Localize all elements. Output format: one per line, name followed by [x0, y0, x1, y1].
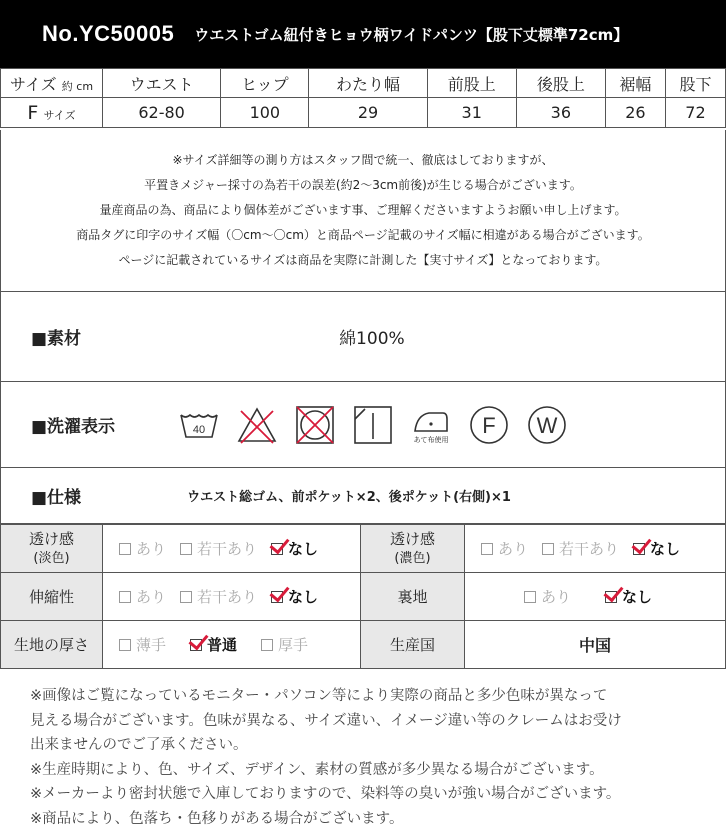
wash-temp: 40: [192, 423, 206, 436]
footer-line: 出来ませんのでご了承ください。: [30, 737, 248, 753]
line-dry-icon: [351, 403, 395, 447]
option-jakkan-ari: 若干あり: [542, 538, 619, 559]
iron-caption: あて布使用: [413, 435, 449, 444]
checkbox: [119, 591, 131, 603]
val-inseam: 72: [665, 98, 725, 128]
note-line: ページに記載されているサイズは商品を実際に計測した【実寸サイズ】となっております。: [118, 253, 608, 267]
transparency-light-options: [103, 525, 361, 573]
material-label: ■素材: [31, 329, 82, 349]
col-inseam: 股下: [665, 69, 725, 98]
care-label: ■洗濯表示: [31, 417, 116, 437]
spec-label: ■仕様: [31, 488, 82, 508]
option-ari: あり: [119, 538, 166, 559]
checkbox: [119, 543, 131, 555]
checkbox: [261, 639, 273, 651]
option-normal: 普通: [190, 634, 237, 655]
product-header: [0, 0, 726, 68]
material-value: 綿100%: [339, 329, 405, 349]
fabric-row-stretch: [1, 573, 726, 621]
origin-label: 生産国: [361, 621, 465, 669]
note-line: 量産商品の為、商品により個体差がございます事、ご理解くださいますようお願い申し上げます。: [99, 203, 627, 217]
dry-clean-letter: F: [482, 412, 496, 438]
option-nashi: なし: [271, 538, 318, 559]
dry-clean-f-icon: [467, 403, 511, 447]
checked-checkbox: [605, 591, 617, 603]
fabric-row-thickness: [1, 621, 726, 669]
val-hem: 26: [605, 98, 665, 128]
no-tumble-dry-icon: [293, 403, 337, 447]
spec-value: ウエスト総ゴム、前ポケット×2、後ポケット(右側)×1: [187, 490, 511, 505]
product-title: ウエストゴム紐付きヒョウ柄ワイドパンツ【股下丈標準72cm】: [194, 25, 629, 44]
size-header-row: [1, 69, 726, 98]
option-nashi: なし: [605, 586, 652, 607]
fabric-row-transparency: [1, 525, 726, 573]
size-table: [0, 68, 726, 128]
spec-row: [0, 468, 726, 524]
origin-value: 中国: [465, 621, 726, 669]
row-label-cell: [1, 98, 103, 128]
transparency-light-label: 透け感 (淡色): [1, 525, 103, 573]
fabric-table: [0, 524, 726, 669]
footer-line: 見える場合がございます。色味が異なる、サイズ違い、イメージ違い等のクレームはお受け: [30, 712, 622, 729]
size-row-f: [1, 98, 726, 128]
option-thick: 厚手: [261, 634, 308, 655]
wet-clean-w-icon: [525, 403, 569, 447]
checkbox: [119, 639, 131, 651]
transparency-dark-options: [465, 525, 726, 573]
checked-checkbox: [190, 639, 202, 651]
col-waist: ウエスト: [103, 69, 221, 98]
val-waist: 62-80: [103, 98, 221, 128]
transparency-dark-label: 透け感 (濃色): [361, 525, 465, 573]
val-front-rise: 31: [427, 98, 516, 128]
no-bleach-icon: [235, 403, 279, 447]
wet-clean-letter: W: [536, 412, 558, 438]
row-size-letter: F: [27, 101, 39, 124]
stretch-label: 伸縮性: [1, 573, 103, 621]
lining-label: 裏地: [361, 573, 465, 621]
option-ari: あり: [119, 586, 166, 607]
lining-options: [465, 573, 726, 621]
size-notes: [0, 130, 726, 292]
note-line: 平置きメジャー採寸の為若干の誤差(約2〜3cm前後)が生じる場合がございます。: [144, 178, 582, 192]
disclaimer-footer: [30, 684, 720, 831]
option-jakkan-ari: 若干あり: [180, 538, 257, 559]
thickness-options: [103, 621, 361, 669]
checked-checkbox: [271, 591, 283, 603]
option-nashi: なし: [633, 538, 680, 559]
stretch-options: [103, 573, 361, 621]
col-front-rise: 前股上: [427, 69, 516, 98]
footer-line: ※商品により、色落ち・色移りがある場合がございます。: [30, 810, 404, 827]
val-thigh: 29: [309, 98, 427, 128]
checkbox: [180, 543, 192, 555]
checkbox: [481, 543, 493, 555]
note-line: 商品タグに印字のサイズ幅（〇cm〜〇cm）と商品ページ記載のサイズ幅に相違がある場合がございます。: [76, 228, 650, 242]
footer-line: ※画像はご覧になっているモニター・パソコン等により実際の商品と多少色味が異なって: [30, 688, 608, 704]
checked-checkbox: [271, 543, 283, 555]
wash-40-icon: [177, 403, 221, 447]
col-hip: ヒップ: [221, 69, 309, 98]
col-thigh: わたり幅: [309, 69, 427, 98]
row-size-unit: サイズ: [43, 108, 76, 122]
col-back-rise: 後股上: [516, 69, 605, 98]
checkbox: [542, 543, 554, 555]
val-hip: 100: [221, 98, 309, 128]
footer-line: ※メーカーより密封状態で入庫しておりますので、染料等の臭いが強い場合がございます。: [30, 786, 621, 802]
iron-with-cloth-icon: [409, 403, 453, 447]
option-ari: あり: [481, 538, 528, 559]
option-thin: 薄手: [119, 634, 166, 655]
size-corner-cell: [1, 69, 103, 98]
checked-checkbox: [633, 543, 645, 555]
col-hem: 裾幅: [605, 69, 665, 98]
option-ari: あり: [524, 586, 571, 607]
thickness-label: 生地の厚さ: [1, 621, 103, 669]
size-unit: 約 cm: [61, 79, 94, 93]
val-back-rise: 36: [516, 98, 605, 128]
option-jakkan-ari: 若干あり: [180, 586, 257, 607]
checkbox: [180, 591, 192, 603]
note-line: ※サイズ詳細等の測り方はスタッフ間で統一、徹底はしておりますが、: [172, 153, 554, 167]
care-icons: [177, 403, 569, 447]
option-nashi: なし: [271, 586, 318, 607]
footer-line: ※生産時期により、色、サイズ、デザイン、素材の質感が多少異なる場合がございます。: [30, 761, 604, 778]
care-row: [0, 382, 726, 468]
product-number: No.YC50005: [42, 21, 175, 46]
size-label: サイズ: [9, 74, 57, 94]
material-row: [0, 292, 726, 382]
checkbox: [524, 591, 536, 603]
